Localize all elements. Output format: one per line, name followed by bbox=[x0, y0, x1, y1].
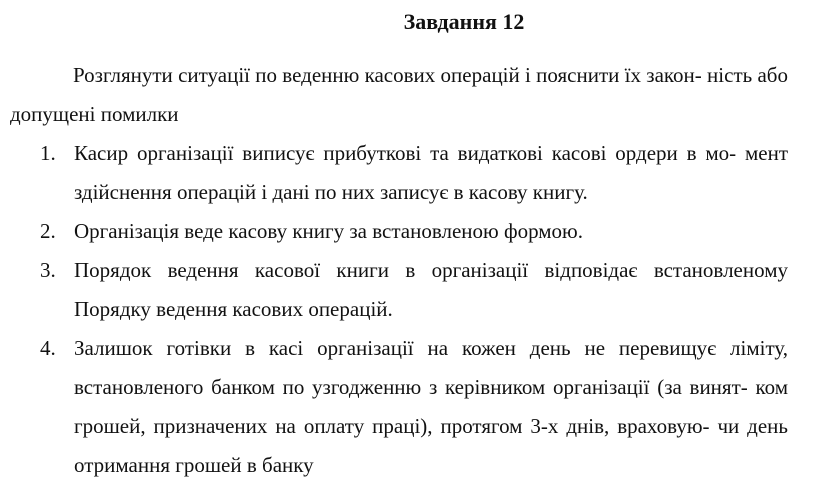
situation-item-3 bbox=[40, 251, 788, 329]
item-number: 2. bbox=[40, 219, 56, 243]
item-text: Касир організації виписує прибуткові та видаткові касові ордери в мо- мент здійснення операцій і дані по них записує в касову книгу. bbox=[74, 141, 788, 204]
situations-list bbox=[0, 134, 788, 485]
item-text: Залишок готівки в касі організації на кожен день не перевищує ліміту, встановленого банком по узгодженню з керівником організації (за винят- ком грошей, призначених на оплату праці), протягом 3-х днів, враховую- чи день отримання грошей в банку bbox=[74, 336, 788, 477]
task-title: Завдання 12 bbox=[403, 9, 525, 34]
situation-item-1 bbox=[40, 134, 788, 212]
item-number: 3. bbox=[40, 258, 56, 282]
situation-item-2 bbox=[40, 212, 788, 251]
item-number: 4. bbox=[40, 336, 56, 360]
item-number: 1. bbox=[40, 141, 56, 165]
situation-item-4 bbox=[40, 329, 788, 485]
task-intro: Розглянути ситуації по веденню касових операцій і пояснити їх закон- ність або допущені помилки bbox=[10, 63, 788, 126]
item-text: Порядок ведення касової книги в організації відповідає встановленому Порядку ведення касових операцій. bbox=[74, 258, 788, 321]
item-text: Організація веде касову книгу за встановленою формою. bbox=[74, 219, 583, 243]
